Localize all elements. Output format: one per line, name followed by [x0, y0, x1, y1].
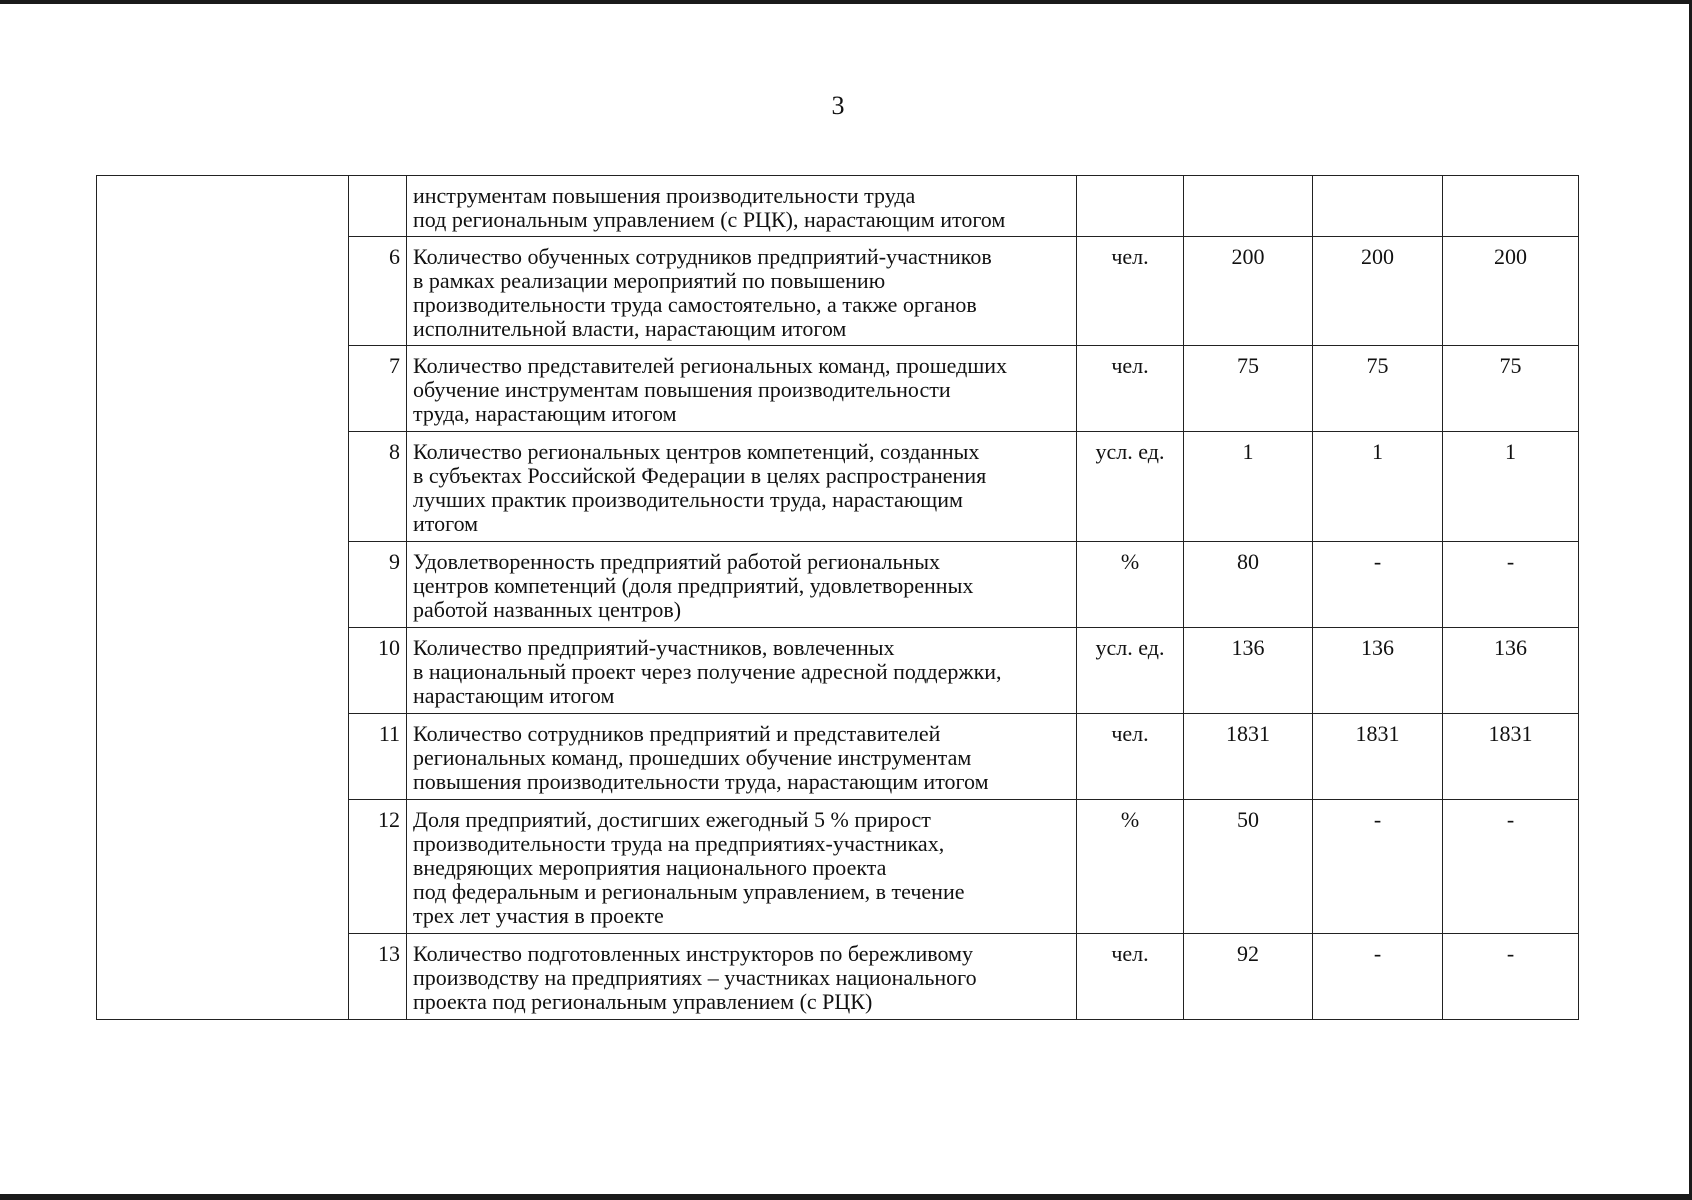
indicator-name-line: итогом: [413, 511, 479, 536]
value-cell-3: 1831: [1443, 714, 1579, 800]
value-cell-2: 1831: [1313, 714, 1443, 800]
empty-left-cell: [97, 176, 349, 1020]
unit-cell: чел.: [1077, 934, 1184, 1020]
value-cell-2: 200: [1313, 237, 1443, 346]
indicator-name-line: повышения производительности труда, нарастающим итогом: [413, 769, 989, 794]
indicator-name-line: центров компетенций (доля предприятий, удовлетворенных: [413, 573, 974, 598]
row-number: 6: [349, 237, 407, 346]
indicator-name: [407, 432, 1077, 542]
unit-cell: %: [1077, 542, 1184, 628]
value-cell-2: 136: [1313, 628, 1443, 714]
indicator-name-line: Доля предприятий, достигших ежегодный 5 % прирост: [413, 807, 931, 832]
value-cell-2: -: [1313, 934, 1443, 1020]
indicator-name-line: производительности труда самостоятельно, а также органов: [413, 292, 977, 317]
indicator-name-line: производству на предприятиях – участниках национального: [413, 965, 977, 990]
value-cell-1: 1: [1184, 432, 1313, 542]
page-number: 3: [831, 91, 845, 120]
value-cell-3: 75: [1443, 346, 1579, 432]
table-row: [97, 176, 1579, 237]
value-cell-2: 1: [1313, 432, 1443, 542]
value-cell-2: [1313, 176, 1443, 237]
indicator-name: [407, 934, 1077, 1020]
indicator-name: [407, 628, 1077, 714]
indicator-name-line: Количество региональных центров компетенций, созданных: [413, 439, 980, 464]
indicator-name-line: обучение инструментам повышения производительности: [413, 377, 951, 402]
indicator-name: [407, 237, 1077, 346]
indicator-name: [407, 800, 1077, 934]
unit-cell: [1077, 176, 1184, 237]
indicator-name-line: нарастающим итогом: [413, 683, 615, 708]
value-cell-1: 1831: [1184, 714, 1313, 800]
indicator-name-line: трех лет участия в проекте: [413, 903, 664, 928]
value-cell-1: 136: [1184, 628, 1313, 714]
value-cell-2: 75: [1313, 346, 1443, 432]
value-cell-2: -: [1313, 542, 1443, 628]
indicator-name: [407, 176, 1077, 237]
indicator-name-line: Количество подготовленных инструкторов по бережливому: [413, 941, 973, 966]
indicator-name-line: в национальный проект через получение адресной поддержки,: [413, 659, 1002, 684]
indicator-name-line: под федеральным и региональным управлением, в течение: [413, 879, 965, 904]
row-number: 11: [349, 714, 407, 800]
indicator-name-line: Количество предприятий-участников, вовлеченных: [413, 635, 895, 660]
value-cell-1: 200: [1184, 237, 1313, 346]
value-cell-3: [1443, 176, 1579, 237]
value-cell-1: [1184, 176, 1313, 237]
indicator-name-line: региональных команд, прошедших обучение инструментам: [413, 745, 972, 770]
value-cell-3: -: [1443, 800, 1579, 934]
value-cell-3: -: [1443, 934, 1579, 1020]
indicator-name-line: внедряющих мероприятия национального проекта: [413, 855, 887, 880]
indicator-name-line: работой названных центров): [413, 597, 682, 622]
indicator-name-line: производительности труда на предприятиях-участниках,: [413, 831, 945, 856]
unit-cell: чел.: [1077, 346, 1184, 432]
value-cell-3: 1: [1443, 432, 1579, 542]
indicator-name-line: лучших практик производительности труда, нарастающим: [413, 487, 963, 512]
indicator-name-line: исполнительной власти, нарастающим итогом: [413, 316, 847, 341]
indicator-name-line: проекта под региональным управлением (с РЦК): [413, 989, 873, 1014]
indicator-name: [407, 714, 1077, 800]
indicator-name-line: труда, нарастающим итогом: [413, 401, 677, 426]
scan-edge-bottom: [0, 1194, 1692, 1200]
value-cell-1: 75: [1184, 346, 1313, 432]
unit-cell: %: [1077, 800, 1184, 934]
row-number: 9: [349, 542, 407, 628]
value-cell-3: -: [1443, 542, 1579, 628]
indicator-name-line: Количество сотрудников предприятий и представителей: [413, 721, 941, 746]
unit-cell: усл. ед.: [1077, 628, 1184, 714]
indicator-name-line: Количество обученных сотрудников предприятий-участников: [413, 244, 992, 269]
indicator-name-line: под региональным управлением (с РЦК), нарастающим итогом: [413, 207, 1006, 232]
value-cell-2: -: [1313, 800, 1443, 934]
row-number: 12: [349, 800, 407, 934]
value-cell-1: 50: [1184, 800, 1313, 934]
indicator-name-line: в субъектах Российской Федерации в целях распространения: [413, 463, 987, 488]
row-number: [349, 176, 407, 237]
scan-edge-top: [0, 0, 1692, 4]
value-cell-3: 136: [1443, 628, 1579, 714]
unit-cell: чел.: [1077, 237, 1184, 346]
indicators-table: [96, 175, 1579, 1020]
indicator-name-line: в рамках реализации мероприятий по повышению: [413, 268, 886, 293]
value-cell-3: 200: [1443, 237, 1579, 346]
row-number: 13: [349, 934, 407, 1020]
indicator-name: [407, 346, 1077, 432]
row-number: 7: [349, 346, 407, 432]
indicator-name-line: Удовлетворенность предприятий работой региональных: [413, 549, 941, 574]
row-number: 10: [349, 628, 407, 714]
table-body: [97, 176, 1579, 1020]
value-cell-1: 80: [1184, 542, 1313, 628]
indicator-name-line: Количество представителей региональных команд, прошедших: [413, 353, 1008, 378]
value-cell-1: 92: [1184, 934, 1313, 1020]
row-number: 8: [349, 432, 407, 542]
unit-cell: усл. ед.: [1077, 432, 1184, 542]
indicator-name-line: инструментам повышения производительности труда: [413, 183, 916, 208]
indicator-name: [407, 542, 1077, 628]
unit-cell: чел.: [1077, 714, 1184, 800]
